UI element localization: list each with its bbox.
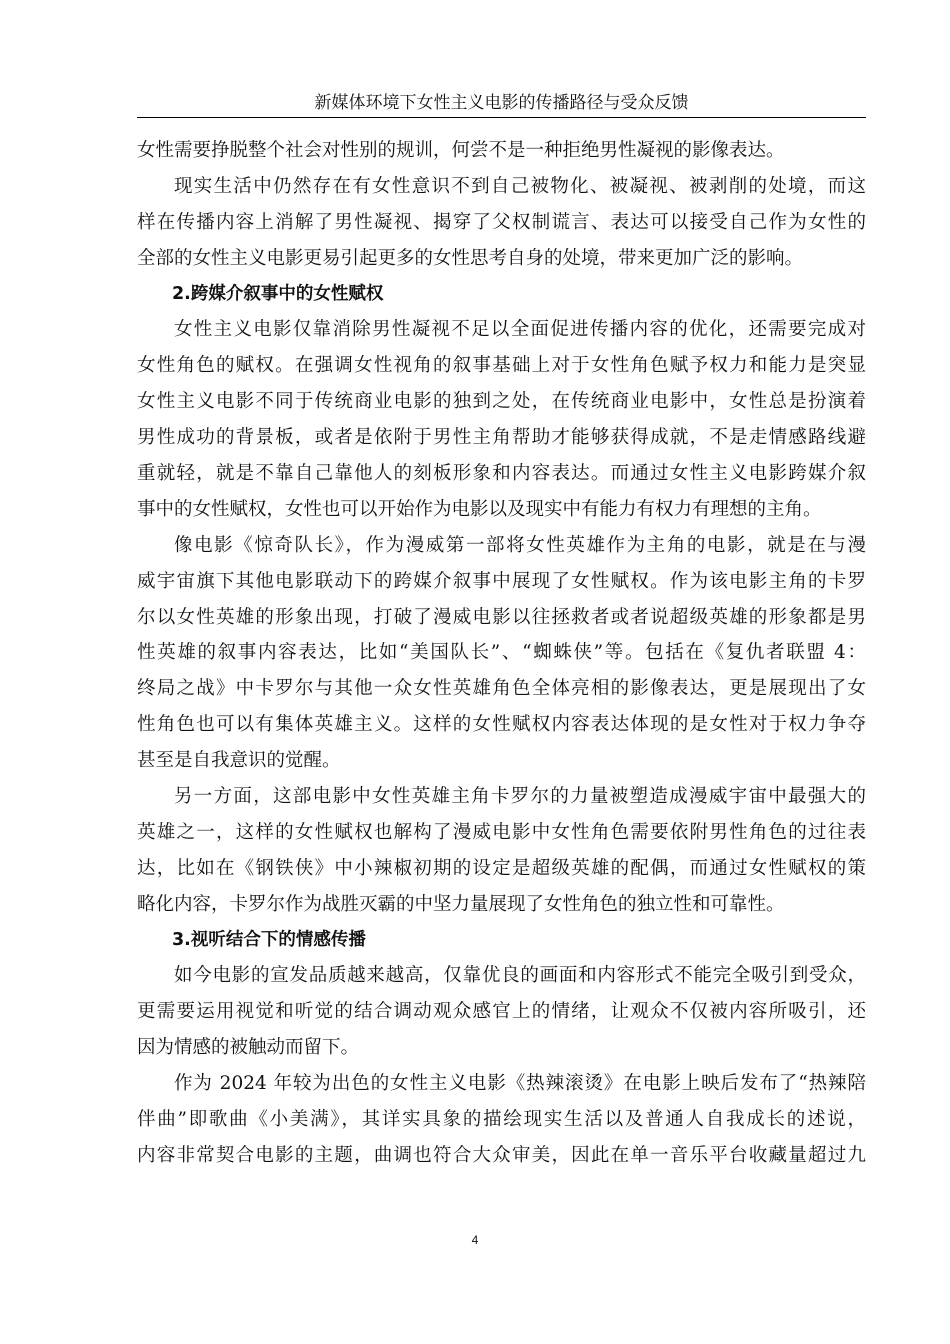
paragraph-line: 事中的女性赋权，女性也可以开始作为电影以及现实中有能力有权力有理想的主角。 (137, 498, 822, 520)
paragraph-line: 尔以女性英雄的形象出现，打破了漫威电影以往拯救者或者说超级英雄的形象都是男 (137, 606, 866, 628)
paragraph-line: 性英雄的叙事内容表达，比如“美国队长”、“蜘蛛侠”等。包括在《复仇者联盟 4： (137, 642, 866, 664)
paragraph-line: 样在传播内容上消解了男性凝视、揭穿了父权制谎言、表达可以接受自己作为女性的 (137, 211, 866, 233)
paragraph-line: 达，比如在《钢铁侠》中小辣椒初期的设定是超级英雄的配偶，而通过女性赋权的策 (137, 857, 866, 879)
paragraph-line: 另一方面，这部电影中女性英雄主角卡罗尔的力量被塑造成漫威宇宙中最强大的 (174, 786, 866, 808)
paragraph-line: 伴曲”即歌曲《小美满》，其详实具象的描绘现实生活以及普通人自我成长的述说， (137, 1109, 866, 1131)
paragraph-line: 现实生活中仍然存在有女性意识不到自己被物化、被凝视、被剥削的处境，而这 (174, 175, 866, 197)
paragraph-line: 甚至是自我意识的觉醒。 (137, 750, 341, 772)
paragraph-line: 重就轻，就是不靠自己靠他人的刻板形象和内容表达。而通过女性主义电影跨媒介叙 (137, 463, 866, 485)
paragraph-line: 威宇宙旗下其他电影联动下的跨媒介叙事中展现了女性赋权。作为该电影主角的卡罗 (137, 570, 866, 592)
section-heading: 3.视听结合下的情感传播 (172, 929, 366, 950)
paragraph-line: 内容非常契合电影的主题，曲调也符合大众审美，因此在单一音乐平台收藏量超过九 (137, 1144, 866, 1166)
paragraph-line: 略化内容，卡罗尔作为战胜灭霸的中坚力量展现了女性角色的独立性和可靠性。 (137, 893, 785, 915)
paragraph-line: 作为 2024 年较为出色的女性主义电影《热辣滚烫》在电影上映后发布了“热辣陪 (174, 1073, 866, 1095)
page-number: 4 (471, 1233, 479, 1247)
paragraph-line: 女性主义电影不同于传统商业电影的独到之处，在传统商业电影中，女性总是扮演着 (137, 391, 866, 413)
paragraph-line: 英雄之一，这样的女性赋权也解构了漫威电影中女性角色需要依附男性角色的过往表 (137, 821, 866, 843)
paragraph-line: 男性成功的背景板，或者是依附于男性主角帮助才能够获得成就，不是走情感路线避 (137, 427, 866, 449)
section-heading: 2.跨媒介叙事中的女性赋权 (172, 283, 384, 304)
paragraph-line: 终局之战》中卡罗尔与其他一众女性英雄角色全体亮相的影像表达，更是展现出了女 (137, 678, 866, 700)
paragraph-line: 女性角色的赋权。在强调女性视角的叙事基础上对于女性角色赋予权力和能力是突显 (137, 355, 866, 377)
paragraph-line: 性角色也可以有集体英雄主义。这样的女性赋权内容表达体现的是女性对于权力争夺 (137, 714, 866, 736)
paragraph-line: 如今电影的宣发品质越来越高，仅靠优良的画面和内容形式不能完全吸引到受众， (174, 965, 866, 987)
paragraph-line: 全部的女性主义电影更易引起更多的女性思考自身的处境，带来更加广泛的影响。 (137, 247, 804, 269)
paragraph-line: 像电影《惊奇队长》，作为漫威第一部将女性英雄作为主角的电影，就是在与漫 (174, 534, 866, 556)
running-header: 新媒体环境下女性主义电影的传播路径与受众反馈 (314, 93, 689, 113)
header-rule (137, 117, 866, 118)
paragraph-line: 更需要运用视觉和听觉的结合调动观众感官上的情绪，让观众不仅被内容所吸引，还 (137, 1001, 866, 1023)
paragraph-line: 女性需要挣脱整个社会对性别的规训，何尝不是一种拒绝男性凝视的影像表达。 (137, 140, 785, 161)
paragraph-line: 女性主义电影仅靠消除男性凝视不足以全面促进传播内容的优化，还需要完成对 (174, 319, 866, 341)
paragraph-line: 因为情感的被触动而留下。 (137, 1037, 360, 1059)
body-text (137, 133, 866, 1174)
